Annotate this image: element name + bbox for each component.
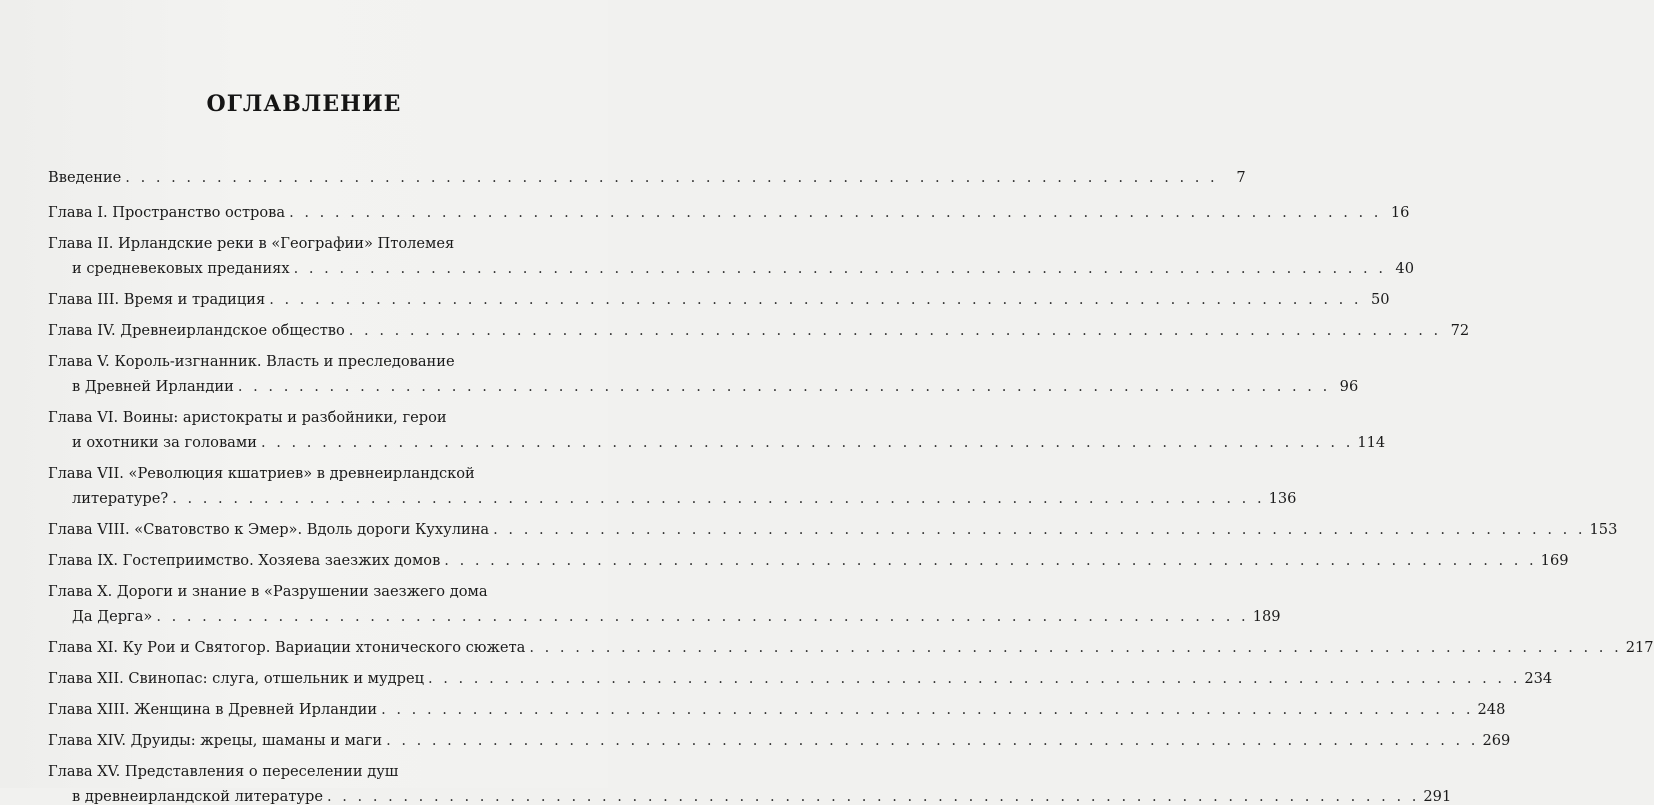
toc-entry-title-continuation: и охотники за головами: [72, 434, 257, 451]
dot-leader: . . . . . . . . . . . . . . . . . . . . . . . . . . . . . . . . . . . . . . . . . . . . . . . . . . . . . . . . . . . . . . . . . . . . . . . .: [156, 608, 1249, 625]
toc-entry-chapter-6: [48, 409, 1386, 451]
toc-entry-title: Глава III. Время и традиция: [48, 291, 266, 308]
toc-entry-chapter-10: [48, 583, 1281, 625]
toc-entry-title-continuation: литературе?: [72, 490, 169, 507]
toc-entry-chapter-5: [48, 353, 1359, 395]
dot-leader: . . . . . . . . . . . . . . . . . . . . . . . . . . . . . . . . . . . . . . . . . . . . . . . . . . . . . . . . . . . . . . . . . . . . . . . .: [381, 701, 1474, 718]
dot-leader: . . . . . . . . . . . . . . . . . . . . . . . . . . . . . . . . . . . . . . . . . . . . . . . . . . . . . . . . . . . . . . . . . . . . . . . .: [269, 291, 1362, 308]
dot-leader: . . . . . . . . . . . . . . . . . . . . . . . . . . . . . . . . . . . . . . . . . . . . . . . . . . . . . . . . . . . . . . . . . . . . . . . .: [427, 670, 1521, 687]
dot-leader: . . . . . . . . . . . . . . . . . . . . . . . . . . . . . . . . . . . . . . . . . . . . . . . . . . . . . . . . . . . . . . . . . . . . . . . .: [444, 552, 1537, 569]
toc-page-number: 169: [1540, 552, 1569, 569]
toc-entry-title-continuation: Да Дерга»: [72, 608, 153, 625]
toc-entry-title: Глава XIV. Друиды: жрецы, шаманы и маги: [48, 732, 383, 749]
toc-page-number: 234: [1524, 670, 1553, 687]
toc-entry-title-line: Глава XV. Представления о переселении душ: [48, 763, 399, 780]
toc-page-number: 189: [1252, 608, 1281, 625]
toc-entry-chapter-3: [48, 291, 1390, 308]
toc-entry-title-line: Глава X. Дороги и знание в «Разрушении заезжего дома: [48, 583, 488, 600]
toc-entry-chapter-11: [48, 639, 1654, 656]
dot-leader: . . . . . . . . . . . . . . . . . . . . . . . . . . . . . . . . . . . . . . . . . . . . . . . . . . . . . . . . . . . . . . . . . . . . . . . .: [386, 732, 1479, 749]
toc-entry-title: Глава IV. Древнеирландское общество: [48, 322, 345, 339]
dot-leader: . . . . . . . . . . . . . . . . . . . . . . . . . . . . . . . . . . . . . . . . . . . . . . . . . . . . . . . . . . . . . . . . . . . . . . . .: [293, 260, 1386, 277]
toc-page-number: 50: [1370, 291, 1390, 308]
toc-entry-chapter-4: [48, 322, 1470, 339]
toc-entry-chapter-1: [48, 204, 1410, 221]
toc-page-number: 72: [1450, 322, 1470, 339]
dot-leader: . . . . . . . . . . . . . . . . . . . . . . . . . . . . . . . . . . . . . . . . . . . . . . . . . . . . . . . . . . . . . . . . . . . . . . . .: [260, 434, 1354, 451]
toc-page-number: 114: [1357, 434, 1386, 451]
toc-page-number: 40: [1395, 260, 1414, 277]
toc-page-number: 269: [1482, 732, 1511, 749]
dot-leader: . . . . . . . . . . . . . . . . . . . . . . . . . . . . . . . . . . . . . . . . . . . . . . . . . . . . . . . . . . . . . . . . . . . . . . . .: [348, 322, 1442, 339]
toc-entry-title-continuation: и средневековых преданиях: [72, 260, 290, 277]
table-of-contents: [48, 164, 1654, 805]
toc-entry-title-line: Глава II. Ирландские реки в «Географии» Птолемея: [48, 235, 455, 252]
toc-entry-title-line: Глава VII. «Революция кшатриев» в древнеирландской: [48, 465, 475, 482]
dot-leader: . . . . . . . . . . . . . . . . . . . . . . . . . . . . . . . . . . . . . . . . . . . . . . . . . . . . . . . . . . . . . . . . . . . . . . . .: [172, 490, 1265, 507]
dot-leader: . . . . . . . . . . . . . . . . . . . . . . . . . . . . . . . . . . . . . . . . . . . . . . . . . . . . . . . . . . . . . . . . . . . . . . . .: [493, 521, 1586, 538]
toc-entry-chapter-2: [48, 235, 1414, 277]
toc-entry-chapter-7: [48, 465, 1297, 507]
toc-entry-title: Глава I. Пространство острова: [48, 204, 286, 221]
toc-entry-introduction: [48, 169, 1246, 186]
page-title: ОГЛАВЛЕНИЕ: [206, 91, 402, 117]
toc-page-number: 217: [1625, 639, 1654, 656]
toc-page-number: 16: [1390, 204, 1410, 221]
dot-leader: . . . . . . . . . . . . . . . . . . . . . . . . . . . . . . . . . . . . . . . . . . . . . . . . . . . . . . . . . . . . . . . . . . . . . . . .: [327, 788, 1420, 805]
toc-entry-title: Глава XIII. Женщина в Древней Ирландии: [48, 701, 378, 718]
dot-leader: . . . . . . . . . . . . . . . . . . . . . . . . . . . . . . . . . . . . . . . . . . . . . . . . . . . . . . . . . . . . . . . . . . . . . . . .: [289, 204, 1382, 221]
toc-entry-chapter-14: [48, 732, 1511, 749]
toc-page-number: 248: [1477, 701, 1506, 718]
dot-leader: . . . . . . . . . . . . . . . . . . . . . . . . . . . . . . . . . . . . . . . . . . . . . . . . . . . . . . . . . . . . . . . . . . . . . . . .: [237, 378, 1331, 395]
toc-entry-title: Введение: [48, 169, 122, 186]
toc-entry-title: Глава XI. Ку Рои и Святогор. Вариации хтонического сюжета: [48, 639, 526, 656]
toc-page-number: 291: [1423, 788, 1452, 805]
toc-entry-chapter-8: [48, 521, 1618, 538]
toc-page-number: 136: [1268, 490, 1297, 507]
toc-entry-chapter-9: [48, 552, 1569, 569]
toc-entry-title: Глава IX. Гостеприимство. Хозяева заезжих домов: [48, 552, 441, 569]
toc-entry-title-line: Глава VI. Воины: аристократы и разбойники, герои: [48, 409, 447, 426]
toc-entry-title: Глава VIII. «Сватовство к Эмер». Вдоль дороги Кухулина: [48, 521, 490, 538]
dot-leader: . . . . . . . . . . . . . . . . . . . . . . . . . . . . . . . . . . . . . . . . . . . . . . . . . . . . . . . . . . . . . . . . . . . . . . . .: [529, 639, 1622, 656]
toc-page-number: 153: [1589, 521, 1618, 538]
toc-page-number: 7: [1236, 169, 1246, 186]
toc-entry-chapter-13: [48, 701, 1506, 718]
dot-leader: . . . . . . . . . . . . . . . . . . . . . . . . . . . . . . . . . . . . . . . . . . . . . . . . . . . . . . . . . . . . . . . . . . . . . . . .: [125, 169, 1218, 186]
toc-entry-title-line: Глава V. Король-изгнанник. Власть и преследование: [48, 353, 455, 370]
toc-page-number: 96: [1339, 378, 1359, 395]
toc-entry-chapter-15: [48, 763, 1452, 805]
toc-entry-title-continuation: в древнеирландской литературе: [72, 788, 323, 805]
toc-entry-title: Глава XII. Свинопас: слуга, отшельник и мудрец: [48, 670, 424, 687]
toc-entry-chapter-12: [48, 670, 1553, 687]
toc-entry-title-continuation: в Древней Ирландии: [72, 378, 234, 395]
